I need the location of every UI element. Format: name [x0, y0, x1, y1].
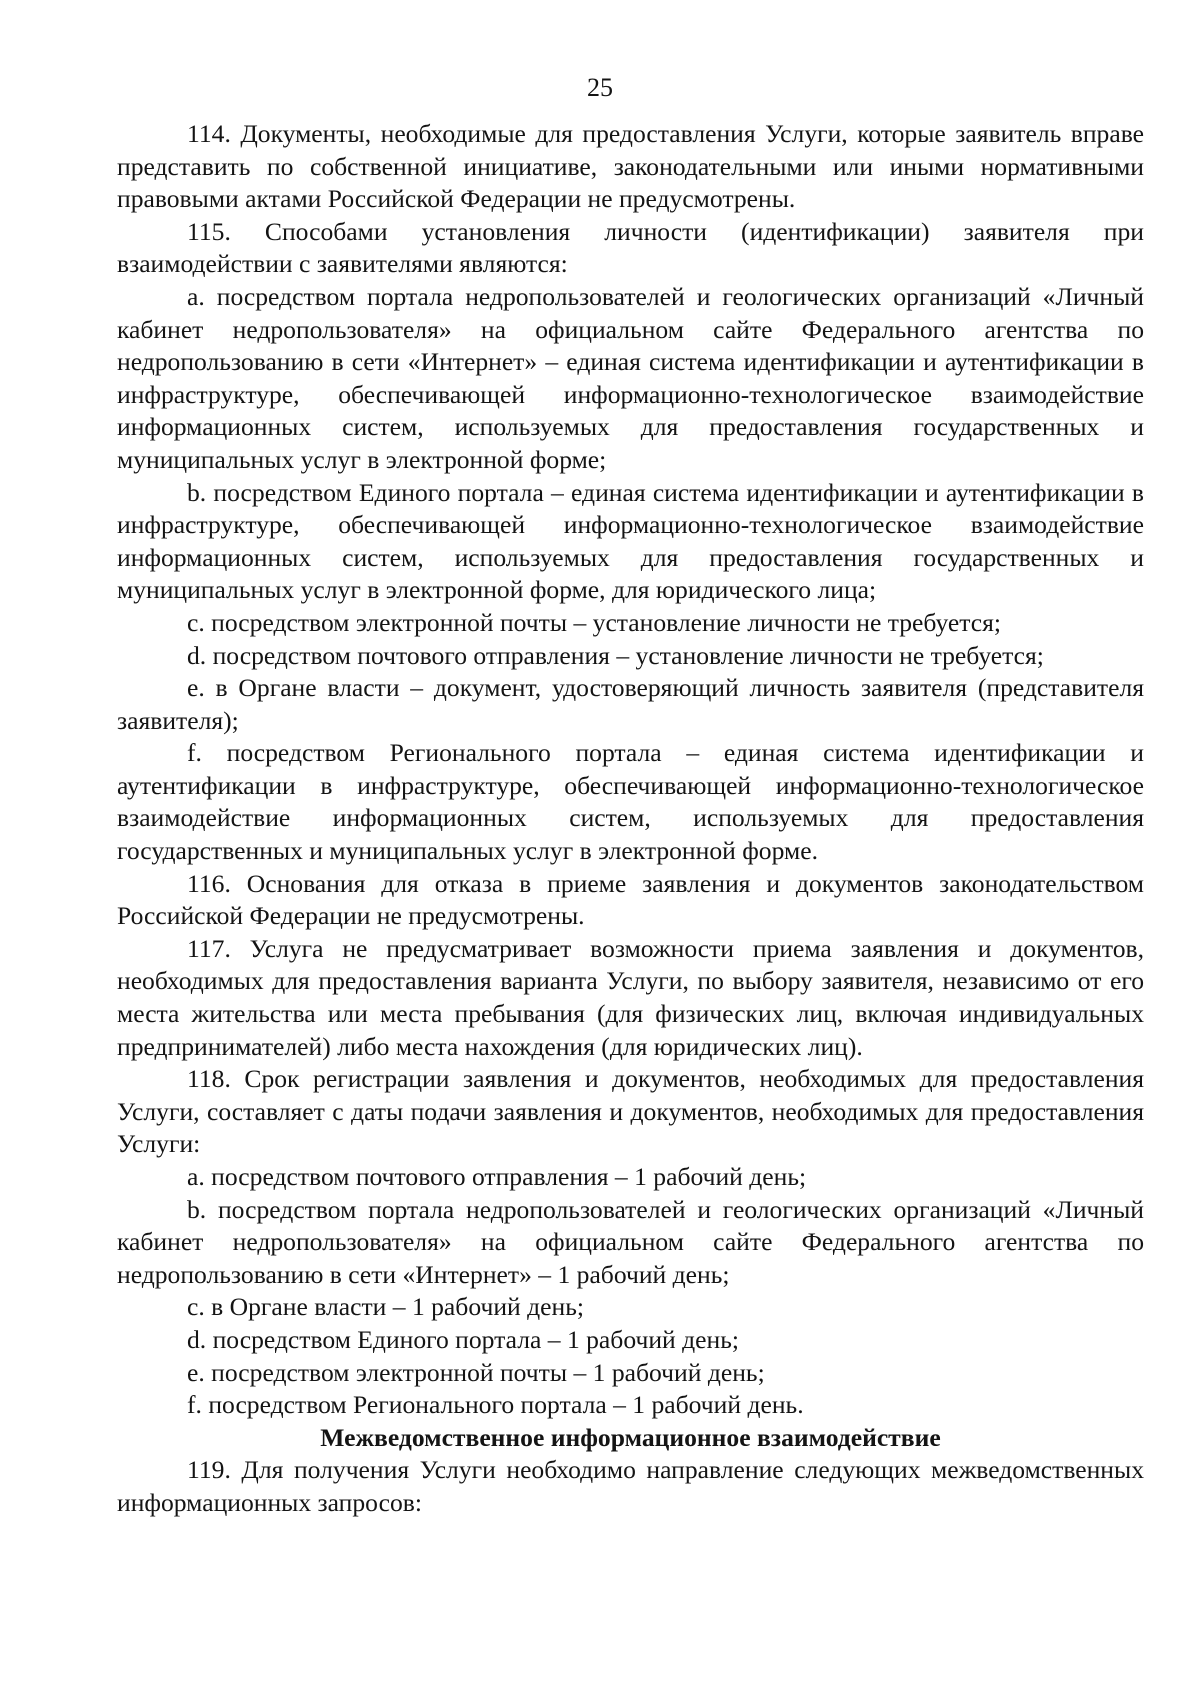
paragraph-115-item-d: d. посредством почтового отправления – установление личности не требуется; — [187, 640, 1044, 670]
paragraph-115-item-f: f. посредством Регионального портала – единая система идентификации и аутентификации в инфраструктуре, обеспечивающей информационно-технологическое взаимодействие информационных систем, используемых для предоставления государственных и муниципальных услуг в электронной форме. — [117, 738, 1144, 866]
paragraph-118-item-d: d. посредством Единого портала – 1 рабочий день; — [187, 1324, 739, 1354]
paragraph-116: 116. Основания для отказа в приеме заявления и документов законодательством Российской Федерации не предусмотрены. — [117, 868, 1144, 931]
paragraph-118-item-f: f. посредством Регионального портала – 1 рабочий день. — [187, 1390, 804, 1420]
paragraph-118-item-e: e. посредством электронной почты – 1 рабочий день; — [187, 1357, 765, 1387]
paragraph-118-item-c: c. в Органе власти – 1 рабочий день; — [187, 1292, 584, 1322]
document-body — [117, 118, 1144, 1520]
paragraph-114: 114. Документы, необходимые для предоставления Услуги, которые заявитель вправе представить по собственной инициативе, законодательными или иными нормативными правовыми актами Российской Федерации не предусмотрены. — [117, 119, 1144, 214]
paragraph-118: 118. Срок регистрации заявления и документов, необходимых для предоставления Услуги, составляет с даты подачи заявления и документов, необходимых для предоставления Услуги: — [117, 1064, 1144, 1159]
page-number: 25 — [587, 73, 613, 102]
section-heading: Межведомственное информационное взаимодействие — [320, 1422, 941, 1452]
paragraph-118-item-b: b. посредством портала недропользователей и геологических организаций «Личный кабинет недропользователя» на официальном сайте Федерального агентства по недропользованию в сети «Интернет» – 1 рабочий день; — [117, 1194, 1144, 1289]
paragraph-115-item-b: b. посредством Единого портала – единая система идентификации и аутентификации в инфраструктуре, обеспечивающей информационно-технологическое взаимодействие информационных систем, используемых для предоставления государственных и муниципальных услуг в электронной форме, для юридического лица; — [117, 477, 1144, 605]
paragraph-115-item-a: a. посредством портала недропользователей и геологических организаций «Личный кабинет недропользователя» на официальном сайте Федерального агентства по недропользованию в сети «Интернет» – единая система идентификации и аутентификации в инфраструктуре, обеспечивающей информационно-технологическое взаимодействие информационных систем, используемых для предоставления государственных и муниципальных услуг в электронной форме; — [117, 281, 1144, 474]
paragraph-115-item-c: c. посредством электронной почты – установление личности не требуется; — [187, 607, 1002, 637]
paragraph-115-item-e: e. в Органе власти – документ, удостоверяющий личность заявителя (представителя заявителя); — [117, 673, 1144, 735]
paragraph-119: 119. Для получения Услуги необходимо направление следующих межведомственных информационных запросов: — [117, 1455, 1144, 1517]
paragraph-115: 115. Способами установления личности (идентификации) заявителя при взаимодействии с заявителями являются: — [117, 216, 1144, 279]
paragraph-117: 117. Услуга не предусматривает возможности приема заявления и документов, необходимых для предоставления варианта Услуги, по выбору заявителя, независимо от его места жительства или места пребывания (для физических лиц, включая индивидуальных предпринимателей) либо места нахождения (для юридических лиц). — [117, 933, 1144, 1061]
paragraph-118-item-a: a. посредством почтового отправления – 1 рабочий день; — [187, 1162, 807, 1191]
